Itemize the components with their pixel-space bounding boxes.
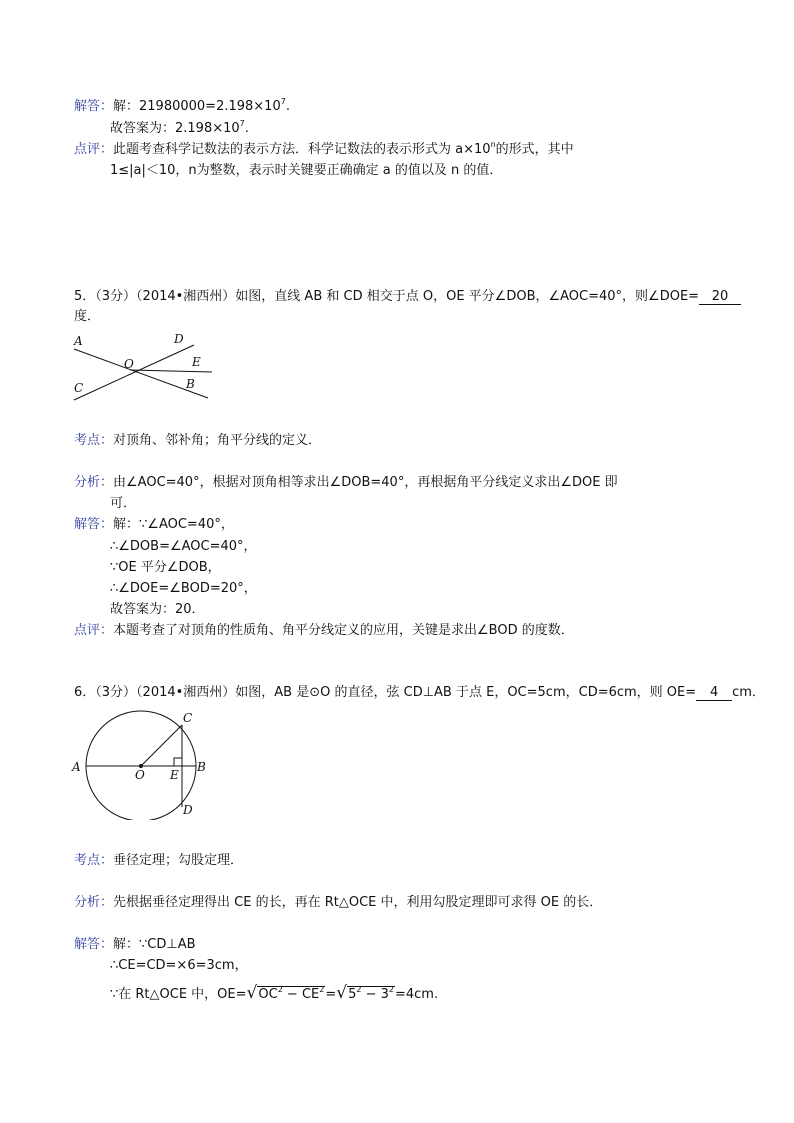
exponent: n [490, 139, 496, 149]
term: − 3 [361, 987, 389, 1002]
label-c: C [74, 381, 84, 395]
right-angle-mark [174, 758, 182, 766]
prev-comment-line [74, 141, 574, 159]
prev-solution-line [74, 98, 290, 116]
q5-kaodian [74, 432, 321, 450]
prev-comment-line2: 1≤|a|＜10，n为整数，表示时关键要正确确定 a 的值以及 n 的值． [110, 163, 503, 178]
comment-text-end: 的形式，其中 [495, 142, 574, 157]
dianping-text: 本题考查了对顶角的性质角、角平分线定义的应用，关键是求出∠BOD 的度数． [113, 623, 574, 638]
q5-step: ∴∠DOE=∠BOD=20°， [110, 581, 257, 596]
label-o: O [124, 357, 134, 371]
kaodian-label: 考点： [74, 853, 114, 868]
prev-answer-line [110, 120, 249, 138]
q5-diagram [66, 330, 216, 405]
line-cd [74, 345, 194, 400]
step: 解：∵CD⊥AB [113, 937, 196, 952]
q5-fenxi [74, 474, 618, 492]
exponent: 2 [388, 984, 394, 994]
q5-jieda [74, 516, 234, 534]
q6-stem-suffix: cm． [732, 685, 765, 700]
sqrt-radicand-1 [257, 986, 325, 1002]
comment-label: 点评： [74, 142, 114, 157]
q6-diagram [66, 708, 216, 820]
kaodian-text: 垂径定理；勾股定理． [113, 853, 244, 868]
exponent: 2 [277, 984, 283, 994]
sqrt-radicand-2 [347, 986, 395, 1002]
comment-text: 此题考查科学记数法的表示方法．科学记数法的表示形式为 a×10 [113, 142, 491, 157]
equals: = [325, 987, 337, 1002]
jieda-label: 解答： [74, 937, 114, 952]
label-o: O [135, 768, 145, 782]
q6-fenxi [74, 894, 602, 912]
kaodian-label: 考点： [74, 433, 114, 448]
label-b: B [186, 377, 195, 391]
term: 5 [348, 987, 357, 1002]
label-a: A [72, 760, 81, 774]
q5-step: ∴∠DOB=∠AOC=40°， [110, 539, 257, 554]
label-e: E [170, 768, 179, 782]
fenxi-label: 分析： [74, 475, 114, 490]
fenxi-text: 由∠AOC=40°，根据对顶角相等求出∠DOB=40°，再根据角平分线定义求出∠DOE 即 [113, 475, 618, 490]
label-c: C [183, 711, 193, 725]
period: . [244, 121, 249, 136]
label-b: B [197, 760, 206, 774]
q5-fenxi-line2: 可． [110, 496, 137, 511]
kaodian-text: 对顶角、邻补角；角平分线的定义． [113, 433, 322, 448]
q6-step: ∴CE=CD=×6=3cm， [110, 958, 248, 973]
label-a: A [74, 334, 83, 348]
fenxi-label: 分析： [74, 895, 114, 910]
result: =4cm. [394, 987, 439, 1002]
label-e: E [192, 355, 201, 369]
q5-answer-blank: 20 [699, 289, 741, 305]
q5-step: 故答案为：20． [110, 602, 205, 617]
term: OC [258, 987, 278, 1002]
label-d: D [174, 332, 184, 346]
q5-dianping [74, 622, 574, 640]
q6-stem [74, 684, 765, 702]
term: − CE [282, 987, 320, 1002]
solution-text: 解：21980000=2.198×10 [113, 99, 281, 114]
ray-oe [130, 370, 212, 372]
q6-stem-text: 6．（3分）（2014•湘西州）如图，AB 是⊙O 的直径，弦 CD⊥AB 于点 E，OC=5cm，CD=6cm，则 OE= [74, 685, 697, 700]
jieda-label: 解答： [74, 517, 114, 532]
sqrt-sign: √ [336, 983, 348, 1003]
q6-step3 [110, 984, 438, 1004]
q5-stem-text: 5．（3分）（2014•湘西州）如图，直线 AB 和 CD 相交于点 O，OE 平分∠DOB，∠AOC=40°，则∠DOE= [74, 289, 700, 304]
q6-jieda [74, 936, 196, 954]
label-d: D [183, 803, 193, 817]
exponent: 2 [319, 984, 325, 994]
segment-oc [141, 725, 182, 766]
q6-answer-blank: 4 [696, 685, 732, 701]
step: 解：∵∠AOC=40°， [113, 517, 234, 532]
q5-stem-suffix: 度． [74, 309, 101, 324]
solution-label: 解答： [74, 99, 114, 114]
q6-kaodian [74, 852, 243, 870]
exponent: 2 [356, 984, 362, 994]
period: . [285, 99, 290, 114]
fenxi-text: 先根据垂径定理得出 CE 的长，再在 Rt△OCE 中，利用勾股定理即可求得 OE 的长． [113, 895, 603, 910]
dianping-label: 点评： [74, 623, 114, 638]
q5-step: ∵OE 平分∠DOB， [110, 560, 221, 575]
step3-text: ∵在 Rt△OCE 中，OE= [110, 987, 247, 1002]
sqrt-sign: √ [246, 983, 258, 1003]
q5-stem [74, 288, 741, 306]
exponent: 7 [239, 118, 245, 128]
exponent: 7 [280, 96, 286, 106]
answer-text: 故答案为：2.198×10 [110, 121, 240, 136]
